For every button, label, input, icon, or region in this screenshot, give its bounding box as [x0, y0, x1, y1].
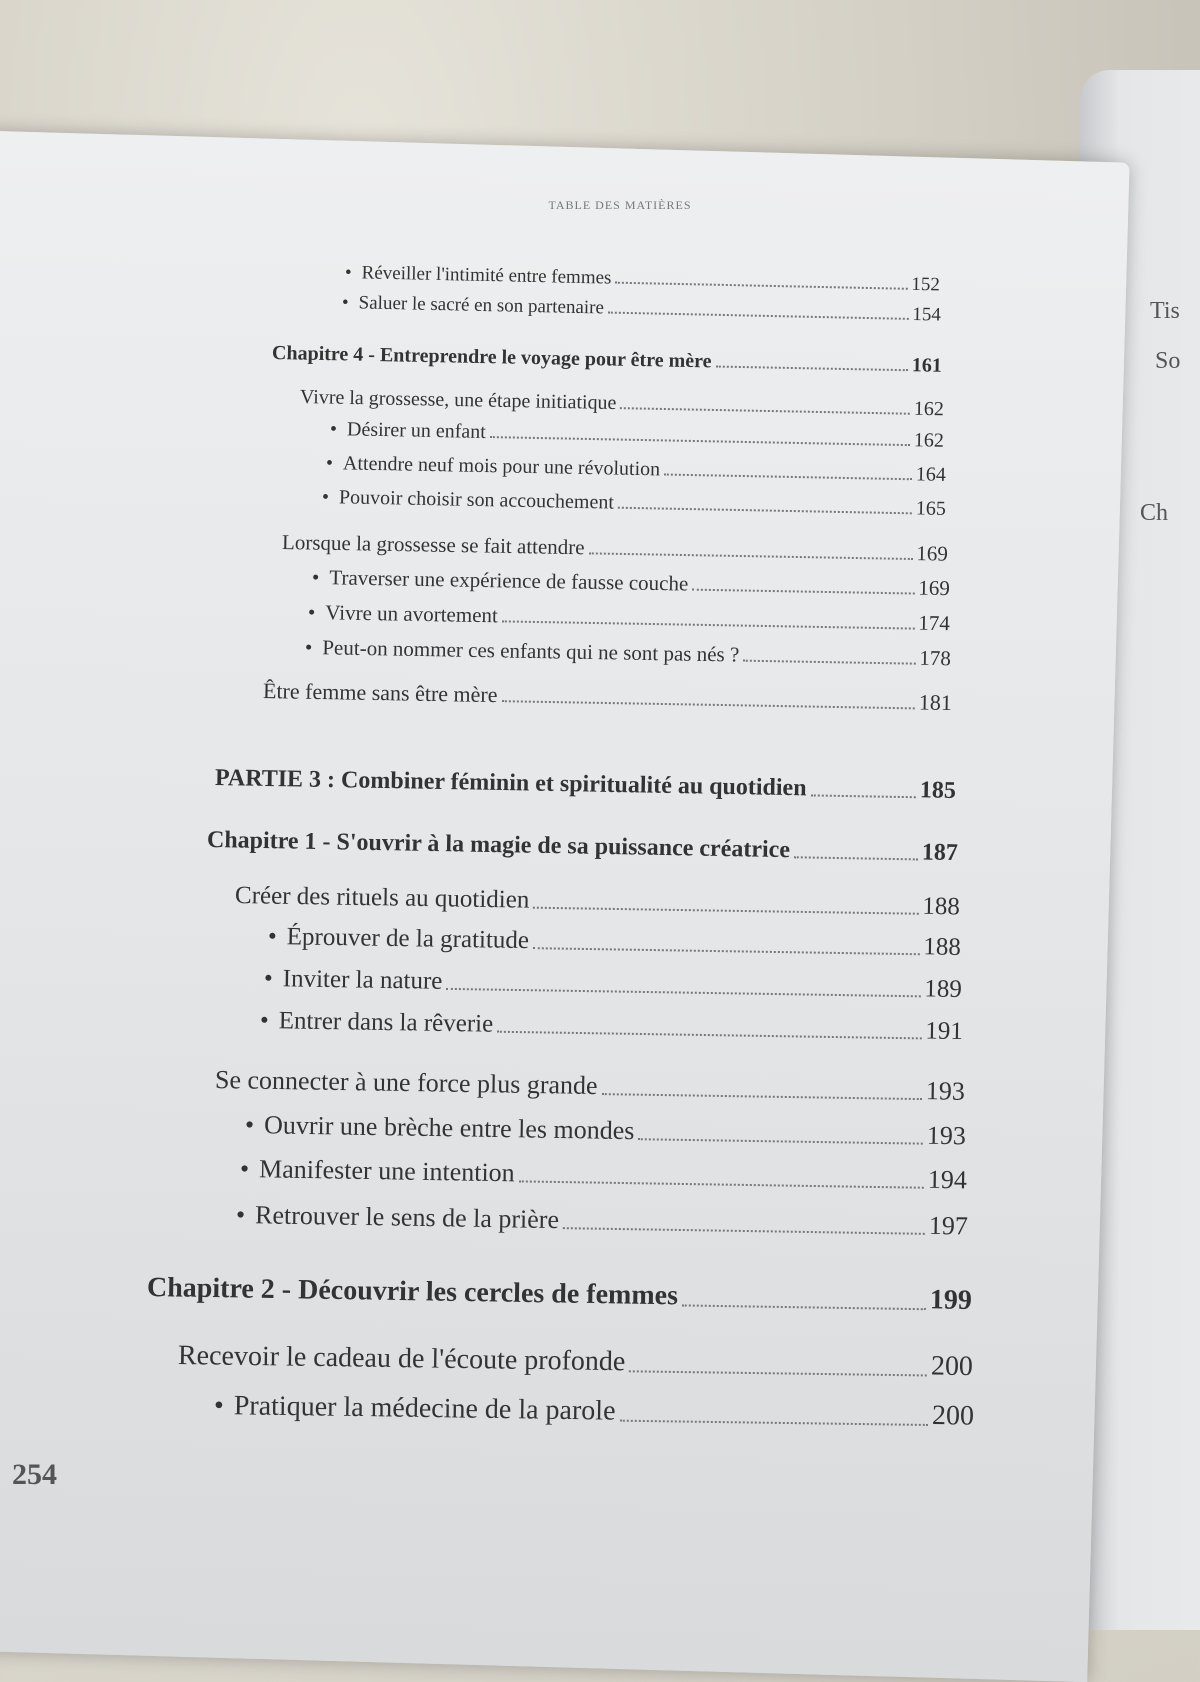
toc-entry-page-number: 162	[913, 397, 945, 421]
dot-leader	[490, 434, 910, 446]
toc-entry-label: Se connecter à une force plus grande	[214, 1065, 598, 1101]
dot-leader	[629, 1368, 927, 1376]
dot-leader	[692, 587, 914, 595]
toc-entry-page-number: 194	[927, 1164, 968, 1195]
toc-entry-label: Recevoir le cadeau de l'écoute profonde	[177, 1340, 626, 1378]
toc-entry-label: Désirer un enfant	[346, 418, 487, 443]
running-header: TABLE DES MATIÈRES	[548, 198, 692, 212]
bullet-icon: •	[213, 1390, 225, 1422]
toc-entry-section	[178, 1340, 973, 1383]
dot-leader	[608, 310, 909, 320]
bullet-icon: •	[239, 1154, 250, 1184]
toc-entry-label: Entrer dans la rêverie	[278, 1007, 494, 1038]
dot-leader	[638, 1136, 923, 1144]
dot-leader	[620, 405, 910, 415]
dot-leader	[810, 792, 915, 798]
toc-entry-page-number: 200	[931, 1400, 975, 1432]
toc-entry-page-number: 154	[912, 303, 942, 326]
dot-leader	[563, 1225, 925, 1235]
dot-leader	[682, 1302, 926, 1310]
toc-entry-section	[263, 678, 952, 716]
toc-entry-label: Créer des rituels au quotidien	[234, 882, 530, 914]
bullet-icon: •	[329, 418, 338, 441]
dot-leader	[533, 905, 918, 915]
toc-entry-chapter	[272, 342, 942, 378]
toc-entry-label: Réveiller l'intimité entre femmes	[361, 262, 612, 289]
page-number: 254	[12, 1458, 57, 1491]
toc-entry-page-number: 193	[925, 1076, 966, 1106]
toc-entry-bullet	[308, 600, 950, 636]
toc-entry-page-number: 152	[911, 273, 941, 296]
toc-entry-section	[300, 386, 944, 421]
toc-entry-bullet	[268, 923, 961, 962]
dot-leader	[533, 945, 919, 955]
toc-entry-section	[235, 882, 960, 921]
toc-entry-page-number: 191	[925, 1017, 964, 1046]
toc-entry-page-number: 193	[926, 1120, 967, 1151]
toc-entry-bullet	[322, 486, 946, 521]
bullet-icon: •	[341, 292, 349, 314]
toc-entry-page-number: 178	[919, 645, 952, 671]
toc-entry-label: Chapitre 1 - S'ouvrir à la magie de sa puissance créatrice	[206, 827, 791, 864]
toc-entry-label: Ouvrir une brèche entre les mondes	[263, 1110, 635, 1146]
toc-entry-label: Vivre la grossesse, une étape initiatique	[299, 386, 617, 415]
toc-entry-label: Vivre un avortement	[325, 600, 499, 628]
dot-leader	[519, 1178, 924, 1188]
bullet-icon: •	[307, 600, 316, 625]
toc-entry-label: Manifester une intention	[258, 1154, 515, 1188]
toc-entry-page-number: 185	[919, 777, 957, 804]
toc-entry-page-number: 197	[928, 1210, 969, 1241]
toc-entry-bullet	[342, 292, 941, 327]
toc-entry-bullet	[260, 1007, 963, 1046]
dot-leader	[619, 1418, 927, 1426]
toc-entry-bullet	[236, 1200, 968, 1241]
toc-entry-label: Être femme sans être mère	[262, 678, 498, 708]
bullet-icon: •	[321, 486, 330, 509]
toc-entry-page-number: 164	[915, 463, 947, 486]
toc-entry-bullet	[330, 418, 944, 453]
bullet-icon: •	[311, 565, 320, 590]
toc-entry-page-number: 162	[913, 429, 945, 452]
toc-entry-page-number: 187	[921, 839, 959, 867]
dot-leader	[715, 364, 907, 372]
facing-page-fragment: Tis	[1150, 298, 1180, 324]
bullet-icon: •	[244, 1110, 255, 1140]
bullet-icon: •	[304, 635, 313, 660]
toc-entry-label: Chapitre 4 - Entreprendre le voyage pour être mère	[271, 342, 712, 373]
toc-entry-section	[282, 530, 948, 567]
bullet-icon: •	[235, 1200, 246, 1230]
dot-leader	[502, 618, 915, 629]
toc-entry-label: Chapitre 2 - Découvrir les cercles de femmes	[146, 1272, 679, 1312]
toc-entry-bullet	[245, 1110, 966, 1151]
toc-entry-label: Éprouver de la gratitude	[286, 923, 530, 955]
dot-leader	[618, 505, 912, 515]
dot-leader	[446, 986, 920, 997]
toc-entry-label: Lorsque la grossesse se fait attendre	[281, 530, 585, 560]
toc-entry-page-number: 169	[918, 575, 951, 601]
dot-leader	[588, 550, 912, 560]
toc-entry-label: Pratiquer la médecine de la parole	[233, 1390, 616, 1427]
facing-page-fragment: Ch	[1140, 500, 1169, 526]
toc-entry-section	[215, 1065, 965, 1107]
toc-entry-label: Saluer le sacré en son partenaire	[358, 292, 605, 319]
facing-page-fragment: So	[1155, 348, 1181, 374]
toc-entry-page-number: 189	[924, 975, 963, 1003]
toc-entry-label: Traverser une expérience de fausse couche	[329, 565, 689, 596]
bullet-icon: •	[263, 965, 273, 993]
toc-entry-bullet	[264, 965, 962, 1004]
toc-entry-chapter	[207, 827, 958, 867]
bullet-icon: •	[267, 923, 277, 951]
toc-entry-bullet	[326, 452, 946, 487]
toc-entry-bullet	[312, 565, 950, 601]
toc-entry-page-number: 188	[922, 892, 961, 921]
bullet-icon: •	[344, 262, 352, 284]
toc-entry-label: Peut-on nommer ces enfants qui ne sont pas nés ?	[322, 635, 740, 667]
toc-entry-label: Retrouver le sens de la prière	[254, 1200, 560, 1235]
dot-leader	[664, 471, 912, 480]
toc-entry-bullet	[345, 262, 940, 296]
toc-entry-page-number: 161	[911, 354, 943, 377]
toc-entry-page-number: 169	[916, 541, 949, 566]
toc-entry-page-number: 165	[915, 497, 947, 520]
toc-entry-bullet	[214, 1390, 974, 1433]
toc-entry-label: PARTIE 3 : Combiner féminin et spiritualité au quotidien	[214, 765, 807, 802]
dot-leader	[497, 1029, 921, 1040]
toc-entry-bullet	[305, 635, 951, 671]
toc-entry-part	[215, 765, 956, 805]
dot-leader	[501, 698, 914, 709]
toc-entry-page-number: 181	[918, 689, 953, 716]
toc-entry-label: Inviter la nature	[282, 965, 443, 995]
dot-leader	[794, 854, 918, 860]
dot-leader	[743, 658, 915, 665]
toc-entry-page-number: 188	[923, 933, 962, 961]
toc-entry-bullet	[240, 1154, 967, 1195]
toc-entry-page-number: 200	[930, 1350, 974, 1383]
bullet-icon: •	[259, 1007, 269, 1035]
bullet-icon: •	[325, 452, 334, 475]
toc-entry-label: Attendre neuf mois pour une révolution	[342, 452, 661, 481]
toc-entry-label: Pouvoir choisir son accouchement	[338, 486, 615, 514]
dot-leader	[615, 280, 907, 290]
toc-entry-page-number: 174	[918, 610, 951, 636]
toc-entry-chapter	[147, 1272, 972, 1317]
toc-entry-page-number: 199	[929, 1284, 973, 1316]
dot-leader	[601, 1091, 921, 1100]
